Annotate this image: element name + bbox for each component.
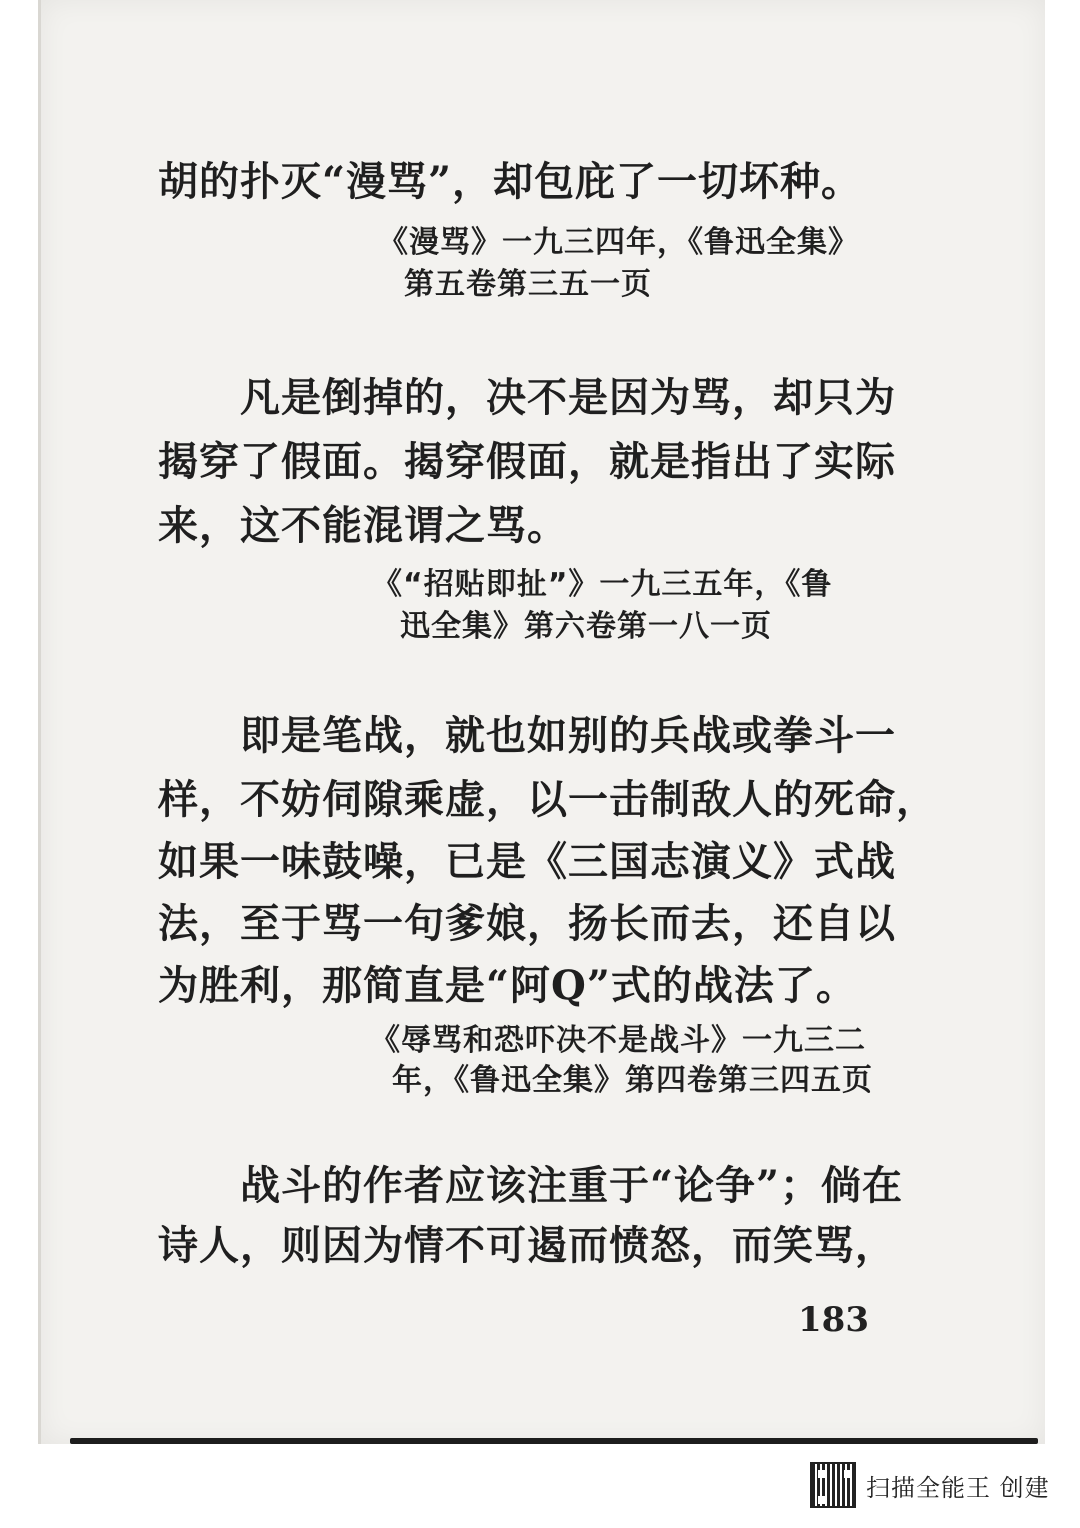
- citation-line: 《辱骂和恐吓决不是战斗》一九三二: [370, 1023, 866, 1058]
- citation-line: 迅全集》第六卷第一八一页: [400, 609, 772, 644]
- body-line: 诗人，则因为情不可遏而愤怒，而笑骂，: [158, 1222, 896, 1269]
- body-line: 样，不妨伺隙乘虚，以一击制敌人的死命，: [158, 776, 937, 823]
- page-edge-shadow: [70, 1438, 1038, 1444]
- scanner-watermark: [810, 1462, 1050, 1508]
- citation-line: 《漫骂》一九三四年，《鲁迅全集》: [378, 225, 859, 260]
- body-line: 为胜利，那简直是“阿Q”式的战法了。: [158, 962, 857, 1009]
- body-line: 即是笔战，就也如别的兵战或拳斗一: [240, 712, 896, 759]
- citation-line: 《“招贴即扯”》一九三五年，《鲁: [372, 567, 833, 602]
- citation-line: 年，《鲁迅全集》第四卷第三四五页: [392, 1063, 873, 1098]
- qr-code-icon: [810, 1462, 856, 1508]
- body-line: 如果一味鼓噪，已是《三国志演义》式战: [158, 838, 896, 885]
- body-line: 胡的扑灭“漫骂”，却包庇了一切坏种。: [158, 158, 863, 205]
- body-line: 揭穿了假面。揭穿假面，就是指出了实际: [158, 438, 896, 485]
- watermark-text: 扫描全能王 创建: [866, 1473, 1050, 1502]
- body-line: 来，这不能混谓之骂。: [158, 502, 568, 549]
- page-number: 183: [798, 1300, 869, 1340]
- body-line: 凡是倒掉的，决不是因为骂，却只为: [240, 374, 896, 421]
- citation-line: 第五卷第三五一页: [404, 267, 652, 302]
- body-line: 法，至于骂一句爹娘，扬长而去，还自以: [158, 900, 896, 947]
- body-line: 战斗的作者应该注重于“论争”；倘在: [240, 1162, 904, 1209]
